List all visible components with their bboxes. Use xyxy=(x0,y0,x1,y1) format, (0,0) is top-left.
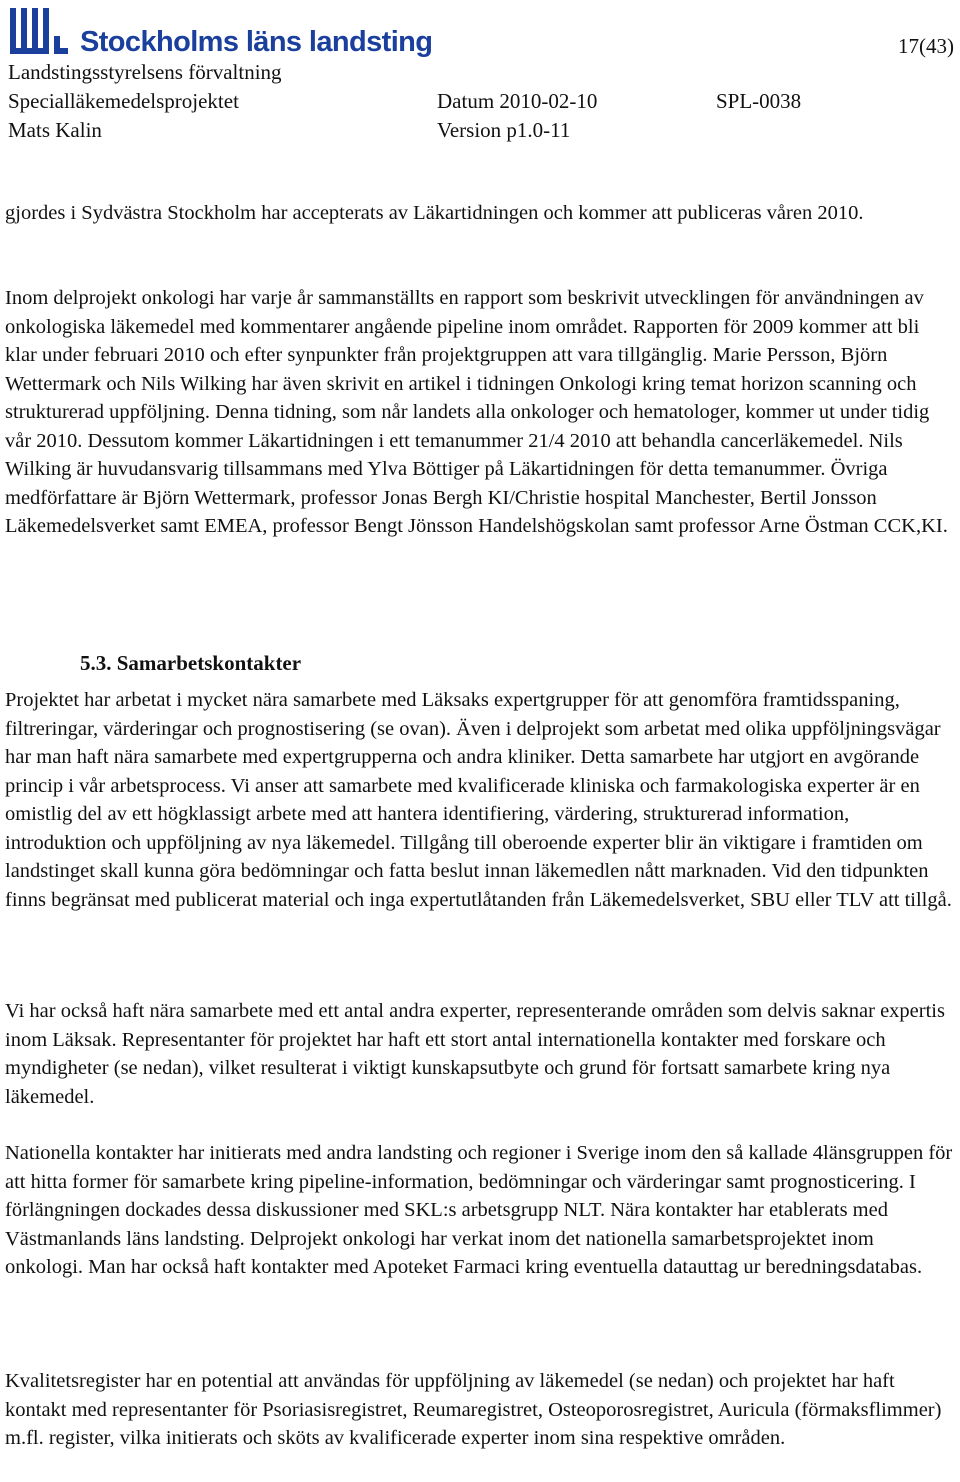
section-heading: 5.3. Samarbetskontakter xyxy=(80,651,302,675)
sll-logo-icon xyxy=(8,6,70,58)
paragraph-3: Projektet har arbetat i mycket nära samarbete med Läksaks expertgrupper för att genomföra framtidsspaning, filtreringar, värderingar och prognostisering (se ovan). Även i delprojekt som arbetat med olika uppföljningsvägar har man haft nära samarbete med expertgrupperna och andra kliniker. Detta samarbete har utgjort en avgörande princip i vår arbetsprocess. Vi anser att samarbete med kvalificerade kliniska och farmakologiska experter är en omistlig del av ett högklassigt arbete med att hantera identifiering, värdering, strukturerad information, introduktion och uppföljning av nya läkemedel. Tillgång till oberoende experter blir än viktigare i framtiden om landstinget skall kunna göra bedömningar och fatta beslut innan läkemedlen nått marknaden. Vid den tidpunkten finns begränsat med publicerat material och inga expertutlåtanden från Läkemedelsverket, SBU eller TLV att tillgå. xyxy=(5,689,952,911)
paragraph-5: Nationella kontakter har initierats med andra landsting och regioner i Sverige inom den så kallade 4länsgruppen för att hitta former för samarbete kring pipeline-information, bedömningar och värderingar samt prognosticering. I förlängningen dockades dessa diskussioner med SKL:s arbetsgrupp NLT. Nära kontakter har etablerats med Västmanlands läns landsting. Delprojekt onkologi har verkat inom det nationella samarbetsprojektet inom onkologi. Man har också haft kontakter med Apoteket Farmaci kring eventuella datauttag ur beredningsdatabas. xyxy=(5,1142,953,1278)
logo-text: Stockholms läns landsting xyxy=(80,26,433,58)
document-date: Datum 2010-02-10 xyxy=(437,89,598,113)
paragraph-1: gjordes i Sydvästra Stockholm har accepterats av Läkartidningen och kommer att publiceras våren 2010. xyxy=(5,202,864,224)
header-logo xyxy=(8,4,708,60)
paragraph-6: Kvalitetsregister har en potential att användas för uppföljning av läkemedel (se nedan) och projektet har haft kontakt med representanter för Psoriasisregistret, Reumaregistret, Osteoporosregistret, Auricula (förmaksflimmer) m.fl. register, vilka initierats och sköts av kvalificerade experter inom sina respektive områden. xyxy=(5,1370,942,1449)
document-id: SPL-0038 xyxy=(716,89,802,113)
project-name: Specialläkemedelsprojektet xyxy=(8,89,239,113)
page-number: 17(43) xyxy=(898,34,954,58)
department-name: Landstingsstyrelsens förvaltning xyxy=(8,60,282,84)
paragraph-2: Inom delprojekt onkologi har varje år sammanställts en rapport som beskrivit utvecklingen för användningen av onkologiska läkemedel med kommentarer angående pipeline inom området. Rapporten för 2009 kommer att bli klar under februari 2010 och efter synpunkter från projektgruppen att vara tillgänglig. Marie Persson, Björn Wettermark och Nils Wilking har även skrivit en artikel i tidningen Onkologi kring temat horizon scanning och strukturerad uppföljning. Denna tidning, som når landets alla onkologer och hematologer, kommer ut under tidig vår 2010. Dessutom kommer Läkartidningen i ett temanummer 21/4 2010 att behandla cancerläkemedel. Nils Wilking är huvudansvarig tillsammans med Ylva Böttiger på Läkartidningen för detta temanummer. Övriga medförfattare är Björn Wettermark, professor Jonas Bergh KI/Christie hospital Manchester, Bertil Jonsson Läkemedelsverket samt EMEA, professor Bengt Jönsson Handelshögskolan samt professor Arne Östman CCK,KI. xyxy=(5,287,948,537)
paragraph-4: Vi har också haft nära samarbete med ett antal andra experter, representerande områden som delvis saknar expertis inom Läksak. Representanter för projektet har haft ett stort antal internationella kontakter med forskare och myndigheter (se nedan), vilket resulterat i viktigt kunskapsutbyte och grund för fortsatt samarbete kring nya läkemedel. xyxy=(5,1000,945,1108)
author-name: Mats Kalin xyxy=(8,118,102,142)
document-version: Version p1.0-11 xyxy=(437,118,571,142)
